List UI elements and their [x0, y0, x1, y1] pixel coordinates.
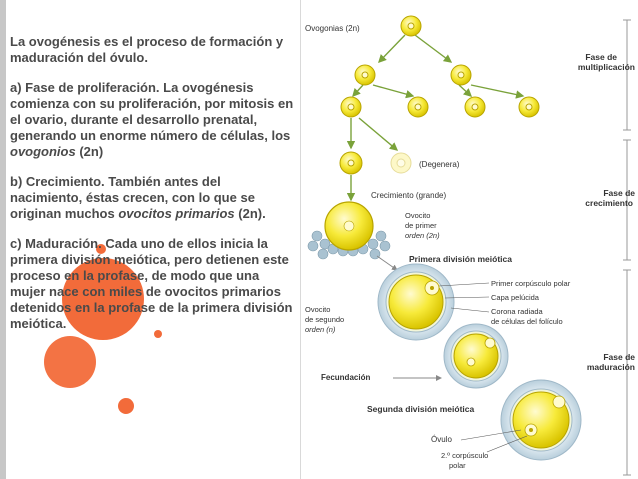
ovogonios-term: ovogonios — [10, 144, 76, 159]
division-arrows — [351, 35, 523, 200]
label-fase-mult-1: Fase de — [585, 52, 617, 62]
ovum — [501, 380, 581, 460]
maturation-paragraph: c) Maduración. Cada uno de ellos inicia la primera división meiótica, pero detienen este proceso en la profase, de modo que una mujer nace con miles de ovocitos primarios detenidos en la profase de la primera división meiótica. — [10, 236, 293, 331]
left-band — [0, 0, 6, 479]
ovogonia-cells — [340, 16, 539, 174]
label-corona-2: de células del folículo — [491, 317, 563, 326]
decor-bubble-small — [118, 398, 134, 414]
label-ovocito1-2: de primer — [405, 221, 437, 230]
ovocitos-term: ovocitos primarios — [118, 206, 235, 221]
label-fase-crec-1: Fase de — [603, 188, 635, 198]
label-segundo-corp-1: 2.º corpúsculo — [441, 451, 489, 460]
label-corona-1: Corona radiada — [491, 307, 543, 316]
label-crecimiento: Crecimiento (grande) — [371, 191, 447, 200]
growth-suffix: (2n). — [234, 206, 266, 221]
label-fecundacion: Fecundación — [321, 373, 371, 382]
label-fase-mad-1: Fase de — [603, 352, 635, 362]
text-panel — [10, 34, 296, 346]
proliferation-suffix: (2n) — [75, 144, 104, 159]
label-ovogonias: Ovogonias (2n) — [305, 24, 360, 33]
oocyte-second-order — [444, 324, 508, 388]
oogenesis-diagram — [301, 0, 638, 479]
label-fase-mult-2: multiplicación — [577, 62, 635, 72]
label-primera-division: Primera división meiótica — [409, 254, 512, 264]
label-ovocito2-2: de segundo — [305, 315, 345, 324]
label-ovulo: Óvulo — [431, 435, 452, 444]
label-primer-corpusculo: Primer corpúsculo polar — [491, 279, 571, 288]
primary-oocyte — [308, 202, 390, 259]
label-fase-mad-2: maduración — [586, 362, 635, 372]
label-ovocito2-3: orden (n) — [305, 325, 336, 334]
label-segunda-division: Segunda división meiótica — [367, 404, 475, 414]
growth-paragraph — [10, 174, 296, 222]
label-segundo-corp-2: polar — [449, 461, 466, 470]
intro-paragraph: La ovogénesis es el proceso de formación y maduración del óvulo. — [10, 34, 284, 65]
label-ovocito1-1: Ovocito — [405, 211, 431, 220]
phase-bar — [623, 20, 631, 475]
oocyte-first-division — [378, 264, 454, 340]
label-capa-pelucida: Capa pelúcida — [491, 293, 539, 302]
label-degenera: (Degenera) — [419, 160, 460, 169]
proliferation-paragraph — [10, 80, 296, 160]
growth-text: b) Crecimiento. También antes del nacimiento, éstas crecen, con lo que se originan muchos — [10, 174, 255, 221]
arrow-to-meiosis — [377, 256, 397, 270]
label-ovocito2-1: Ovocito — [305, 305, 331, 314]
proliferation-text: a) Fase de proliferación. La ovogénesis comienza con su proliferación, por mitosis en el ovario, durante el desarrollo prenatal, generando un enorme número de células, los — [10, 80, 294, 143]
label-ovocito1-3: orden (2n) — [405, 231, 440, 240]
label-fase-crec-2: crecimiento — [585, 198, 633, 208]
